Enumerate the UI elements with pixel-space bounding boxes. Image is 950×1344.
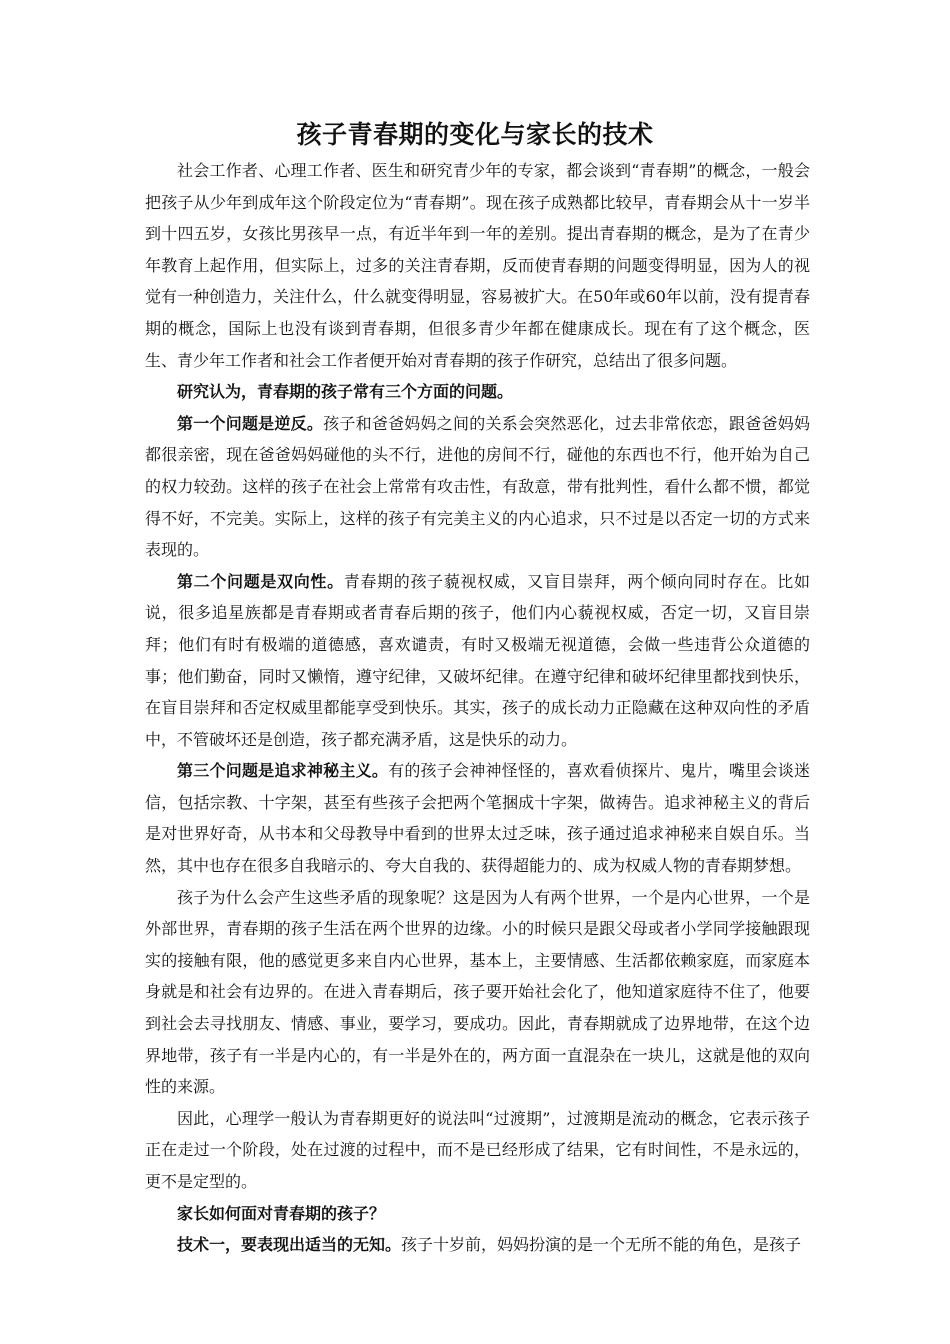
paragraph	[145, 376, 810, 408]
paragraph-lead: 第三个问题是追求神秘主义。	[177, 761, 389, 781]
paragraph	[145, 408, 810, 566]
paragraph-text: 青春期的孩子藐视权威，又盲目崇拜，两个倾向同时存在。比如说，很多追星族都是青春期或者青春后期的孩子，他们内心藐视权威，否定一切，又盲目崇拜；他们有时有极端的道德感，喜欢谴责，有时又极端无视道德，会做一些违背公众道德的事；他们勤奋，同时又懒惰，遵守纪律，又破坏纪律。在遵守纪律和破坏纪律里都找到快乐，在盲目崇拜和否定权威里都能享受到快乐。其实，孩子的成长动力正隐藏在这种双向性的矛盾中，不管破坏还是创造，孩子都充满矛盾，这是快乐的动力。	[145, 571, 810, 749]
paragraph-lead: 第一个问题是逆反。	[177, 413, 324, 433]
paragraph-text: 因此，心理学一般认为青春期更好的说法叫“过渡期”，过渡期是流动的概念，它表示孩子正在走过一个阶段，处在过渡的过程中，而不是已经形成了结果，它有时间性，不是永远的，更不是定型的。	[145, 1108, 810, 1191]
paragraph-lead: 家长如何面对青春期的孩子？	[177, 1203, 386, 1223]
paragraph-text: 孩子十岁前，妈妈扮演的是一个无所不能的角色，是孩子	[401, 1235, 802, 1255]
paragraph	[145, 1103, 810, 1198]
article-body	[145, 155, 810, 1261]
paragraph-lead: 第二个问题是双向性。	[177, 571, 344, 591]
paragraph	[145, 566, 810, 756]
page-title: 孩子青春期的变化与家长的技术	[296, 120, 654, 149]
paragraph-lead: 技术一，要表现出适当的无知。	[177, 1235, 402, 1255]
paragraph-lead: 研究认为，青春期的孩子常有三个方面的问题。	[177, 382, 514, 402]
paragraph	[145, 1229, 810, 1261]
paragraph	[145, 155, 810, 376]
paragraph-text: 社会工作者、心理工作者、医生和研究青少年的专家，都会谈到“青春期”的概念，一般会把孩子从少年到成年这个阶段定位为“青春期”。现在孩子成熟都比较早，青春期会从十一岁半到十四五岁，女孩比男孩早一点，有近半年到一年的差别。提出青春期的概念，是为了在青少年教育上起作用，但实际上，过多的关注青春期，反而使青春期的问题变得明显，因为人的视觉有一种创造力，关注什么，什么就变得明显，容易被扩大。在50年或60年以前，没有提青春期的概念，国际上也没有谈到青春期，但很多青少年都在健康成长。现在有了这个概念，医生、青少年工作者和社会工作者便开始对青春期的孩子作研究，总结出了很多问题。	[145, 161, 810, 370]
paragraph-text: 有的孩子会神神怪怪的，喜欢看侦探片、鬼片，嘴里会谈迷信，包括宗教、十字架，甚至有些孩子会把两个笔捆成十字架，做祷告。追求神秘主义的背后是对世界好奇，从书本和父母教导中看到的世界太过乏味，孩子通过追求神秘来自娱自乐。当然，其中也存在很多自我暗示的、夸大自我的、获得超能力的、成为权威人物的青春期梦想。	[145, 761, 810, 876]
paragraph	[145, 1198, 810, 1230]
paragraph	[145, 882, 810, 1103]
paragraph	[145, 755, 810, 881]
paragraph-text: 孩子和爸爸妈妈之间的关系会突然恶化，过去非常依恋，跟爸爸妈妈都很亲密，现在爸爸妈妈碰他的头不行，进他的房间不行，碰他的东西也不行，他开始为自己的权力较劲。这样的孩子在社会上常常有攻击性，有敌意，带有批判性，看什么都不惯，都觉得不好，不完美。实际上，这样的孩子有完美主义的内心追求，只不过是以否定一切的方式来表现的。	[145, 413, 810, 560]
paragraph-text: 孩子为什么会产生这些矛盾的现象呢？这是因为人有两个世界，一个是内心世界，一个是外部世界，青春期的孩子生活在两个世界的边缘。小的时候只是跟父母或者小学同学接触跟现实的接触有限，他的感觉更多来自内心世界，基本上，主要情感、生活都依赖家庭，而家庭本身就是和社会有边界的。在进入青春期后，孩子要开始社会化了，他知道家庭待不住了，他要到社会去寻找朋友、情感、事业，要学习，要成功。因此，青春期就成了边界地带，在这个边界地带，孩子有一半是内心的，有一半是外在的，两方面一直混杂在一块儿，这就是他的双向性的来源。	[145, 887, 810, 1097]
